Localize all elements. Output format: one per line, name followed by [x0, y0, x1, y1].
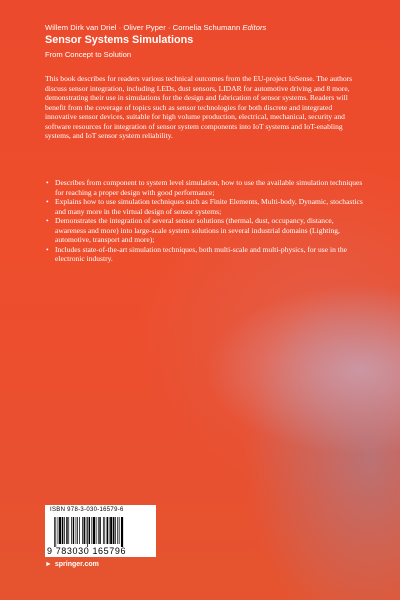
barcode-bar: [71, 517, 72, 544]
barcode-bar: [82, 517, 83, 544]
feature-text: Explains how to use simulation techniques such as Finite Elements, Multi-body, Dynamic, stochastics and many more in the virtual design of sensor systems;: [55, 197, 363, 216]
website-url: springer.com: [54, 561, 99, 568]
editors-names: Willem Dirk van Driel · Oliver Pyper · Cornelia Schumann: [45, 23, 241, 32]
feature-item: [45, 178, 363, 197]
feature-text: Demonstrates the integration of several sensor solutions (thermal, dust, occupancy, distance, awareness and more) into large-scale system solutions in several industrial domains (Lighting, automotive, transport and more);: [55, 216, 340, 245]
feature-item: [45, 197, 363, 216]
barcode-bar: [110, 517, 112, 544]
barcode-bar: [109, 517, 110, 544]
barcode-bar: [104, 517, 105, 544]
bullet-marker: •: [46, 244, 49, 254]
bullet-marker: •: [46, 178, 49, 187]
barcode-bar: [54, 517, 55, 547]
barcode-digits: 9 783030 165796: [47, 546, 127, 556]
arrow-icon: ►: [45, 561, 52, 568]
book-title: Sensor Systems Simulations: [45, 34, 194, 46]
barcode-bar: [91, 517, 92, 544]
barcode-bar: [96, 517, 97, 544]
barcode-bar: [68, 517, 69, 544]
barcode-bar: [103, 517, 104, 544]
isbn-label: ISBN 978-3-030-16579-6: [50, 507, 124, 513]
isbn-barcode-box: [45, 505, 156, 557]
barcode-bar: [86, 517, 87, 544]
barcode-bar: [66, 517, 67, 544]
editors-line: [45, 23, 266, 32]
feature-list: [45, 178, 363, 264]
barcode-bar: [58, 517, 59, 544]
bullet-marker: •: [46, 197, 49, 207]
book-description: This book describes for readers various technical outcomes from the EU-project IoSense. The authors discuss sensor integration, including LEDs, dust sensors, LIDAR for automotive driving and 8 more, demonstrating their use in simulations for the design and fabrication of sensor systems. Readers will benefit from the coverage of topics such as sensor technologies for both discrete and integrated innovative sensor devices, suitable for high volume production, electrical, mechanical, security and software resources for integration of sensor system components into IoT systems and IoT-enabling systems, and IoT sensor system reliability.: [45, 74, 353, 141]
barcode-bar: [79, 517, 80, 544]
barcode-bar: [87, 517, 88, 547]
feature-item: [45, 245, 363, 264]
barcode-bar: [62, 517, 63, 544]
barcode-bar: [77, 517, 78, 544]
barcode-bar: [55, 517, 56, 547]
barcode-bar: [84, 517, 85, 544]
barcode-bar: [117, 517, 118, 544]
barcode-bar: [64, 517, 65, 544]
feature-item: [45, 216, 363, 245]
barcode-bar: [107, 517, 108, 544]
barcode-bar: [59, 517, 61, 544]
barcode-bar: [93, 517, 95, 544]
barcode-bar: [119, 517, 120, 544]
editors-role: Editors: [242, 23, 267, 32]
barcode-icon: [54, 517, 151, 547]
barcode-bar: [76, 517, 77, 544]
bullet-marker: •: [46, 216, 49, 226]
feature-text: Includes state-of-the-art simulation techniques, both multi-scale and multi-physics, for use in the electronic industry.: [55, 244, 347, 264]
barcode-bar: [113, 517, 114, 544]
book-subtitle: From Concept to Solution: [45, 50, 132, 59]
barcode-bar: [115, 517, 116, 544]
barcode-bar: [99, 517, 100, 544]
barcode-bar: [121, 517, 123, 547]
publisher-website: [45, 561, 99, 568]
barcode-bar: [98, 517, 99, 544]
feature-text: Describes from component to system level simulation, how to use the available simulation techniques for reaching a proper design with good performance;: [55, 178, 363, 197]
barcode-bar: [89, 517, 90, 544]
barcode-bar: [73, 517, 74, 544]
